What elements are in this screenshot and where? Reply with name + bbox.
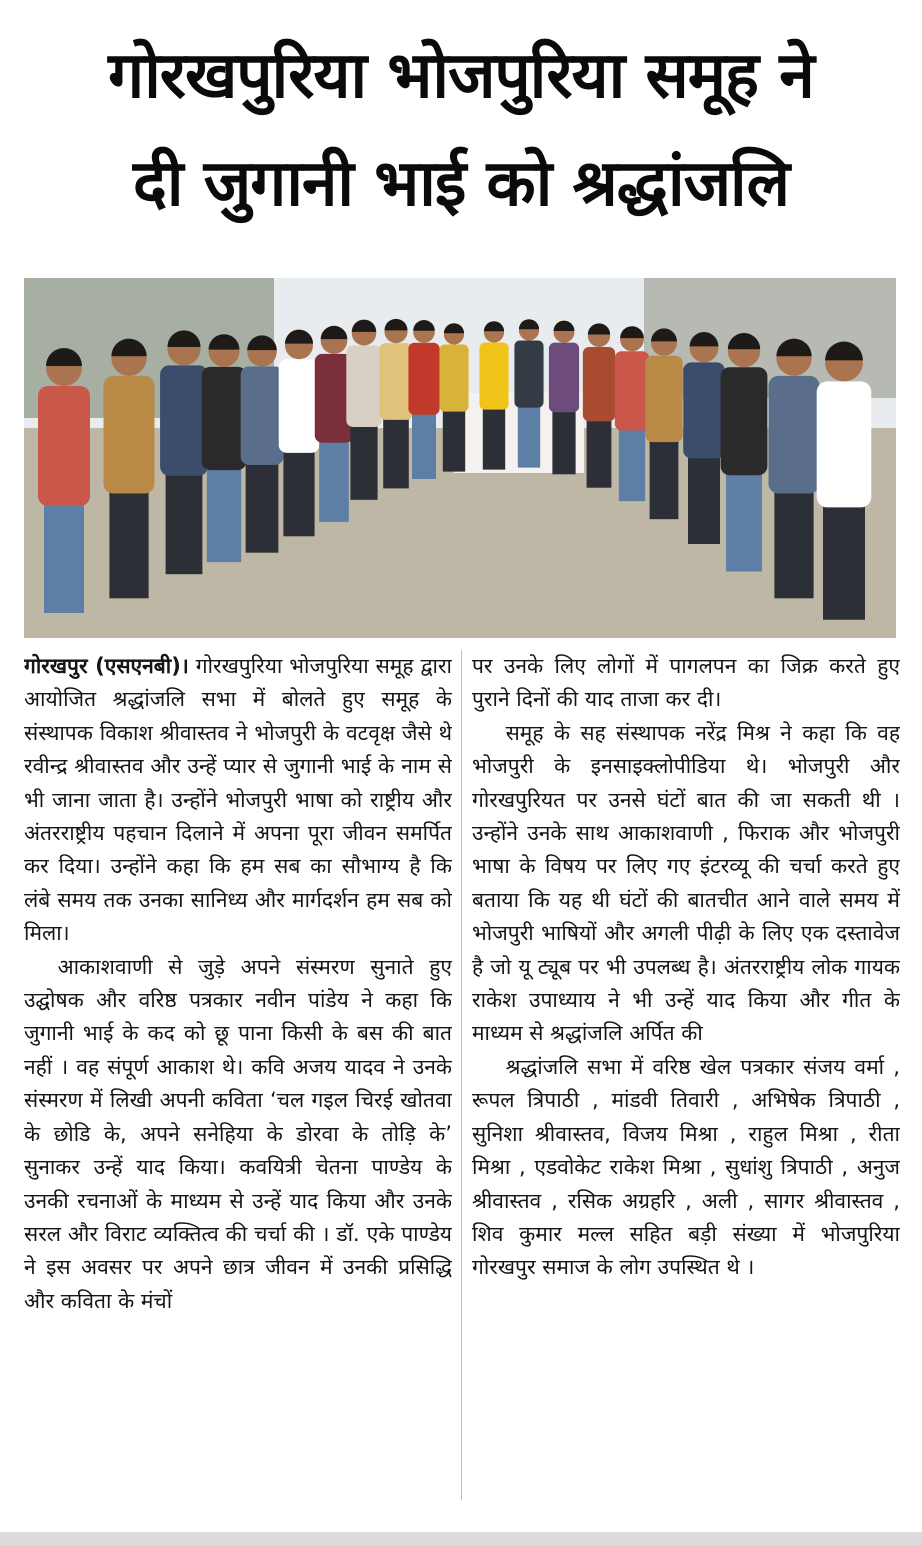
person-silhouette — [202, 334, 247, 562]
headline-line-1: गोरखपुरिया भोजपुरिया समूह ने — [108, 39, 814, 113]
person-silhouette — [769, 339, 820, 599]
person-silhouette — [346, 320, 381, 500]
paragraph-text: गोरखपुरिया भोजपुरिया समूह द्वारा आयोजित श्रद्धांजलि सभा में बोलते हुए समूह के संस्थापक विकाश श्रीवास्तव ने भोजपुरी के वटवृक्ष जैसे थे रवीन्द्र श्रीवास्तव और उन्हें प्यार से जुगानी भाई के नाम से भी जाना जाता है। उन्होंने भोजपुरी भाषा को राष्ट्रीय और अंतरराष्ट्रीय पहचान दिलाने में अपना पूरा जीवन समर्पित कर दिया। उन्होंने कहा कि हम सब का सौभाग्य है कि लंबे समय तक उनका सानिध्य और मार्गदर्शन हम सब को मिला। — [24, 654, 452, 946]
person-silhouette — [479, 321, 508, 469]
group-photo — [24, 278, 896, 638]
bottom-border — [0, 1532, 922, 1545]
person-silhouette — [721, 333, 768, 572]
person-silhouette — [279, 330, 320, 537]
person-silhouette — [514, 319, 543, 467]
person-silhouette — [379, 319, 412, 489]
person-silhouette — [615, 326, 649, 501]
person-silhouette — [439, 323, 468, 471]
article-column-right — [472, 650, 900, 1510]
article-paragraph: आकाशवाणी से जुड़े अपने संस्मरण सुनाते हुए उद्घोषक और वरिष्ठ पत्रकार नवीन पांडेय ने कहा कि जुगानी भाई के कद को छू पाना किसी के बस की बात नहीं । वह संपूर्ण आकाश थे। कवि अजय यादव ने उनके संस्मरण में लिखी अपनी कविता ‘चल गइल चिरई खोतवा के छोडि के, अपने सनेहिया के डोरवा के तोड़ि के’ सुनाकर उन्हें याद किया। कवयित्री चेतना पाण्डेय के उनकी रचनाओं के माध्यम से उन्हें याद किया और उनके सरल और विराट व्यक्तित्व की चर्चा की । डॉ. एके पाण्डेय ने इस अवसर पर अपने छात्र जीवन में उनकी प्रसिद्धि और कविता के मंचों — [24, 954, 452, 1313]
person-silhouette — [583, 323, 615, 487]
person-silhouette — [408, 320, 439, 479]
person-silhouette — [817, 341, 872, 619]
article-paragraph: श्रद्धांजलि सभा में वरिष्ठ खेल पत्रकार संजय वर्मा , रूपल त्रिपाठी , मांडवी तिवारी , अभिषेक त्रिपाठी , सुनिशा श्रीवास्तव, विजय मिश्रा , राहुल मिश्रा , रीता मिश्रा , एडवोकेट राकेश मिश्रा , सुधांशु त्रिपाठी , अनुज श्रीवास्तव , रसिक अग्रहरि , अली , सागर श्रीवास्तव , शिव कुमार मल्ल सहित बड़ी संख्या में भोजपुरिया गोरखपुर समाज के लोग उपस्थित थे । — [472, 1054, 900, 1280]
article-paragraph — [24, 650, 452, 951]
article-paragraph: समूह के सह संस्थापक नरेंद्र मिश्र ने कहा कि वह भोजपुरी के इनसाइक्लोपीडिया थे। भोजपुरी और गोरखपुरियत पर उनसे घंटों बात की जा सकती थी । उन्होंने उनके साथ आकाशवाणी , फिराक और भोजपुरी भाषा के विषय पर लिए गए इंटरव्यू की चर्चा करते हुए बताया कि यह थी घंटों की बातचीत आने वाले समय में भोजपुरी भाषियों और अगली पीढ़ी के लिए एक दस्तावेज है जो यू ट्यूब पर भी उपलब्ध है। अंतरराष्ट्रीय लोक गायक राकेश उपाध्याय ने भी उन्हें याद किया और गीत के माध्यम से श्रद्धांजलि अर्पित की — [472, 720, 900, 1046]
person-silhouette — [160, 330, 208, 574]
person-silhouette — [241, 335, 284, 552]
person-silhouette — [549, 321, 579, 475]
dateline: गोरखपुर (एसएनबी)। — [24, 654, 189, 678]
article-paragraph: पर उनके लिए लोगों में पागलपन का जिक्र करते हुए पुराने दिनों की याद ताजा कर दी। — [472, 654, 900, 712]
article-column-left — [24, 650, 452, 1510]
group-photo-illustration — [24, 278, 896, 638]
person-silhouette — [104, 339, 155, 599]
headline-line-2: दी जुगानी भाई को श्रद्धांजलि — [132, 147, 790, 221]
headline — [0, 22, 922, 238]
person-silhouette — [38, 348, 90, 613]
person-silhouette — [645, 328, 682, 519]
column-divider — [461, 650, 462, 1500]
person-silhouette — [683, 332, 725, 544]
